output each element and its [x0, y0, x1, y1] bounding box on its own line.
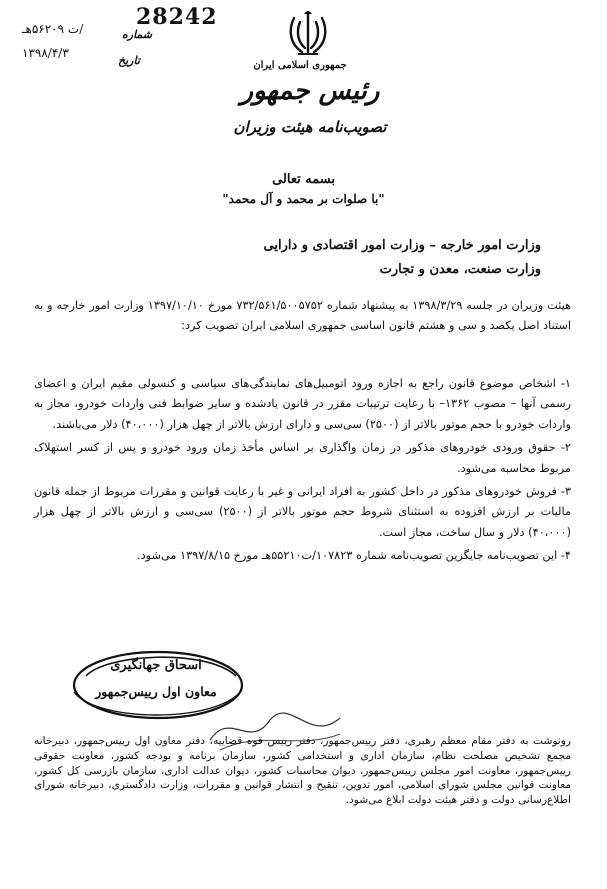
number-label: شماره	[122, 28, 153, 41]
carbon-copy-list: رونوشت به دفتر مقام معظم رهبری، دفتر رییس‌جمهور، دفتر رییس قوه قضاییه، دفتر معاون اول رییس‌جمهور، دبیرخانه مجمع تشخیص مصلحت نظام، سازمان اداری و استخدامی کشور، سازمان برنامه و بودجه کشور، معاونت حقوقی رییس‌جمهور، معاونت امور مجلس رییس‌جمهور، دیوان محاسبات کشور، دیوان عدالت اداری، سازمان بازرسی کل کشور، معاونت قوانین مجلس شورای اسلامی، امور تدوین، تنقیح و انتشار قوانین و مقررات، وزارت دادگستری، دبیرخانه شورای اطلاع‌رسانی دولت و دفتر هیئت دولت ابلاغ می‌شود.	[34, 735, 571, 807]
decree-item: ۴- این تصویب‌نامه جایگزین تصویب‌نامه شماره ۱۰۷۸۲۳/ت۵۵۲۱۰هـ مورخ ۱۳۹۷/۸/۱۵ می‌شود.	[137, 549, 571, 563]
number-value: /ت ۵۶۲۰۹هـ	[22, 22, 84, 36]
document-subtitle: تصویب‌نامه هیئت وزیران	[233, 118, 387, 136]
decree-item: ۱- اشخاص موضوع قانون راجع به اجازه ورود اتومبیل‌های نمایندگی‌های سیاسی و کنسولی مقیم ایران و اعضای رسمی آنها – مصوب ۱۳۶۲– با رعایت ترتیبات مقرر در قانون یادشده و سایر ضوابط فنی واردات خودرو، مجاز به واردات خودرو با حجم موتور بالاتر از (۲۵۰۰) سی‌سی و دارای ارزش بالاتر از چهل هزار (۴۰،۰۰۰) دلار می‌باشند.	[34, 377, 571, 431]
decree-item: ۳- فروش خودروهای مذکور در داخل کشور به افراد ایرانی و غیر با رعایت قوانین و مقررات مربوط از جمله قانون مالیات بر ارزش افزوده به استثنای شروط حجم موتور بالاتر از (۲۵۰۰) سی‌سی و ارزش بالاتر از چهل هزار (۴۰،۰۰۰) دلار و سال ساخت، مجاز است.	[34, 485, 571, 539]
recipient-line: وزارت صنعت، معدن و تجارت	[379, 262, 541, 277]
decree-items	[34, 374, 571, 567]
country-name: جمهوری اسلامی ایران	[253, 60, 347, 71]
intro-paragraph: هیئت وزیران در جلسه ۱۳۹۸/۳/۲۹ به پیشنهاد شماره ۷۳۲/۵۶۱/۵۰۰۵۷۵۲ مورخ ۱۳۹۷/۱۰/۱۰ وزارت امور خارجه و به استناد اصل یکصد و سی و هشتم قانون اساسی جمهوری اسلامی ایران تصویب کرد:	[34, 299, 571, 333]
signature-block	[66, 646, 246, 722]
date-value: ۱۳۹۸/۴/۳	[22, 46, 69, 60]
signatory-title: معاون اول رییس‌جمهور	[95, 684, 217, 699]
recipients	[264, 234, 541, 282]
recipient-line: وزارت امور خارجه – وزارت امور اقتصادی و دارایی	[263, 238, 541, 253]
signatory-name: اسحاق جهانگیری	[110, 658, 202, 673]
salavat: "با صلوات بر محمد و آل محمد"	[222, 192, 385, 206]
bismillah: بسمه تعالی	[272, 172, 335, 187]
iran-emblem-icon	[286, 8, 330, 58]
date-label: تاریخ	[118, 54, 140, 67]
registration-big-number: 28242	[136, 4, 218, 30]
decree-item: ۲- حقوق ورودی خودروهای مذکور در زمان واگذاری بر اساس مأخذ زمان ورود خودرو و پس از کسر استهلاک مربوط محاسبه می‌شود.	[34, 441, 571, 475]
office-title: رئیس جمهور	[240, 76, 380, 106]
